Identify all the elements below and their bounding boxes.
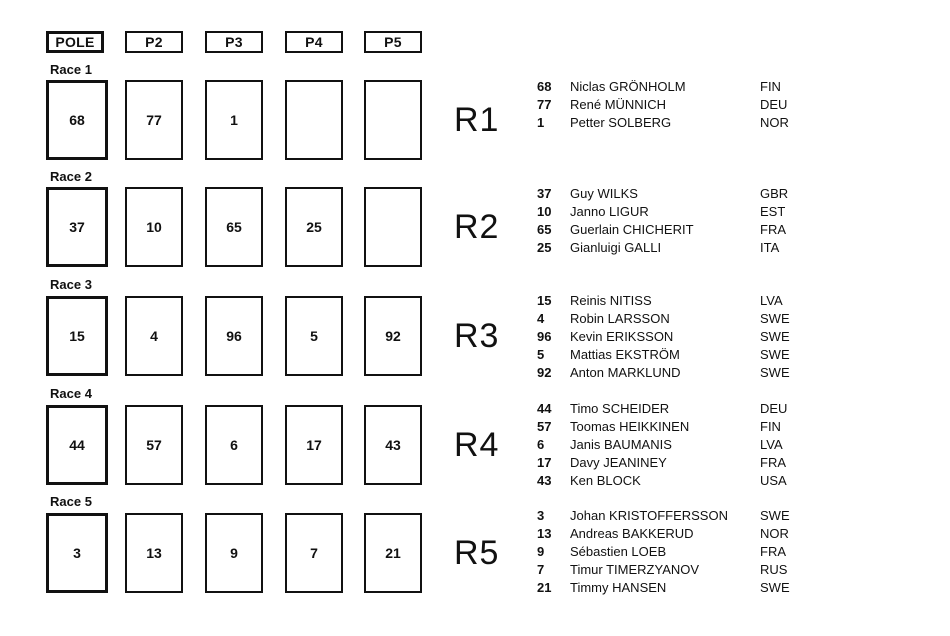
driver-number: 15	[537, 293, 552, 308]
driver-name: Robin LARSSON	[570, 311, 670, 326]
race-label-4: Race 4	[50, 386, 92, 401]
race-code-r4: R4	[454, 426, 500, 464]
driver-number: 68	[537, 79, 552, 94]
driver-name: Gianluigi GALLI	[570, 240, 662, 255]
driver-name: Mattias EKSTRÖM	[570, 347, 680, 362]
header-p3: P3	[205, 31, 263, 53]
grid-p4-race2: 25	[285, 187, 343, 267]
grid-p4-race1	[285, 80, 343, 160]
driver-country: NOR	[760, 115, 789, 130]
grid-pole-race5: 3	[46, 513, 108, 593]
race-code-r3: R3	[454, 317, 500, 355]
driver-number: 77	[537, 97, 552, 112]
grid-p3-race5: 9	[205, 513, 263, 593]
grid-p5-race3: 92	[364, 296, 422, 376]
driver-country: LVA	[760, 437, 783, 452]
driver-country: SWE	[760, 580, 790, 595]
grid-p5-race5: 21	[364, 513, 422, 593]
grid-p4-race3: 5	[285, 296, 343, 376]
grid-p4-race4: 17	[285, 405, 343, 485]
driver-name: Kevin ERIKSSON	[570, 329, 674, 344]
header-p2: P2	[125, 31, 183, 53]
driver-country: FRA	[760, 222, 786, 237]
driver-name: Timo SCHEIDER	[570, 401, 670, 416]
driver-name: Janno LIGUR	[570, 204, 649, 219]
race-code-r5: R5	[454, 534, 500, 572]
driver-country: NOR	[760, 526, 789, 541]
grid-p5-race2	[364, 187, 422, 267]
race-label-2: Race 2	[50, 169, 92, 184]
driver-country: USA	[760, 473, 787, 488]
driver-name: Johan KRISTOFFERSSON	[570, 508, 728, 523]
driver-number: 9	[537, 544, 545, 559]
driver-number: 57	[537, 419, 552, 434]
grid-p3-race3: 96	[205, 296, 263, 376]
grid-p3-race1: 1	[205, 80, 263, 160]
driver-number: 10	[537, 204, 552, 219]
driver-name: Ken BLOCK	[570, 473, 641, 488]
grid-pole-race2: 37	[46, 187, 108, 267]
driver-name: Anton MARKLUND	[570, 365, 681, 380]
race-label-5: Race 5	[50, 494, 92, 509]
driver-name: Timur TIMERZYANOV	[570, 562, 700, 577]
driver-number: 13	[537, 526, 552, 541]
driver-number: 5	[537, 347, 545, 362]
grid-p4-race5: 7	[285, 513, 343, 593]
driver-number: 21	[537, 580, 552, 595]
grid-pole-race3: 15	[46, 296, 108, 376]
driver-name: Timmy HANSEN	[570, 580, 667, 595]
driver-number: 25	[537, 240, 552, 255]
driver-number: 3	[537, 508, 545, 523]
driver-country: DEU	[760, 401, 788, 416]
grid-pole-race4: 44	[46, 405, 108, 485]
grid-p2-race4: 57	[125, 405, 183, 485]
driver-name: Guerlain CHICHERIT	[570, 222, 694, 237]
grid-p2-race5: 13	[125, 513, 183, 593]
grid-p3-race2: 65	[205, 187, 263, 267]
driver-country: ITA	[760, 240, 780, 255]
driver-number: 17	[537, 455, 552, 470]
driver-country: SWE	[760, 329, 790, 344]
driver-number: 65	[537, 222, 552, 237]
driver-number: 92	[537, 365, 552, 380]
race-label-1: Race 1	[50, 62, 92, 77]
grid-p5-race4: 43	[364, 405, 422, 485]
grid-p5-race1	[364, 80, 422, 160]
driver-number: 44	[537, 401, 552, 416]
driver-name: René MÜNNICH	[570, 97, 667, 112]
race-label-3: Race 3	[50, 277, 92, 292]
header-p4: P4	[285, 31, 343, 53]
driver-number: 4	[537, 311, 545, 326]
driver-country: RUS	[760, 562, 788, 577]
driver-number: 43	[537, 473, 552, 488]
header-p5: P5	[364, 31, 422, 53]
race-code-r1: R1	[454, 101, 500, 139]
grid-p3-race4: 6	[205, 405, 263, 485]
grid-p2-race3: 4	[125, 296, 183, 376]
race-code-r2: R2	[454, 208, 500, 246]
header-pole: POLE	[46, 31, 104, 53]
driver-country: LVA	[760, 293, 783, 308]
grid-pole-race1: 68	[46, 80, 108, 160]
driver-name: Guy WILKS	[570, 186, 638, 201]
grid-p2-race2: 10	[125, 187, 183, 267]
driver-name: Janis BAUMANIS	[570, 437, 672, 452]
driver-name: Toomas HEIKKINEN	[570, 419, 690, 434]
driver-country: FRA	[760, 455, 786, 470]
driver-country: GBR	[760, 186, 789, 201]
driver-name: Niclas GRÖNHOLM	[570, 79, 686, 94]
driver-name: Reinis NITISS	[570, 293, 652, 308]
driver-number: 1	[537, 115, 545, 130]
driver-country: SWE	[760, 365, 790, 380]
grid-p2-race1: 77	[125, 80, 183, 160]
driver-country: FRA	[760, 544, 786, 559]
driver-number: 6	[537, 437, 545, 452]
driver-country: SWE	[760, 347, 790, 362]
driver-country: DEU	[760, 97, 788, 112]
driver-country: SWE	[760, 508, 790, 523]
driver-name: Sébastien LOEB	[570, 544, 667, 559]
driver-name: Andreas BAKKERUD	[570, 526, 694, 541]
driver-number: 96	[537, 329, 552, 344]
driver-country: FIN	[760, 419, 781, 434]
driver-country: EST	[760, 204, 786, 219]
driver-country: FIN	[760, 79, 781, 94]
driver-number: 37	[537, 186, 552, 201]
driver-country: SWE	[760, 311, 790, 326]
driver-number: 7	[537, 562, 545, 577]
driver-name: Davy JEANINEY	[570, 455, 667, 470]
driver-name: Petter SOLBERG	[570, 115, 672, 130]
